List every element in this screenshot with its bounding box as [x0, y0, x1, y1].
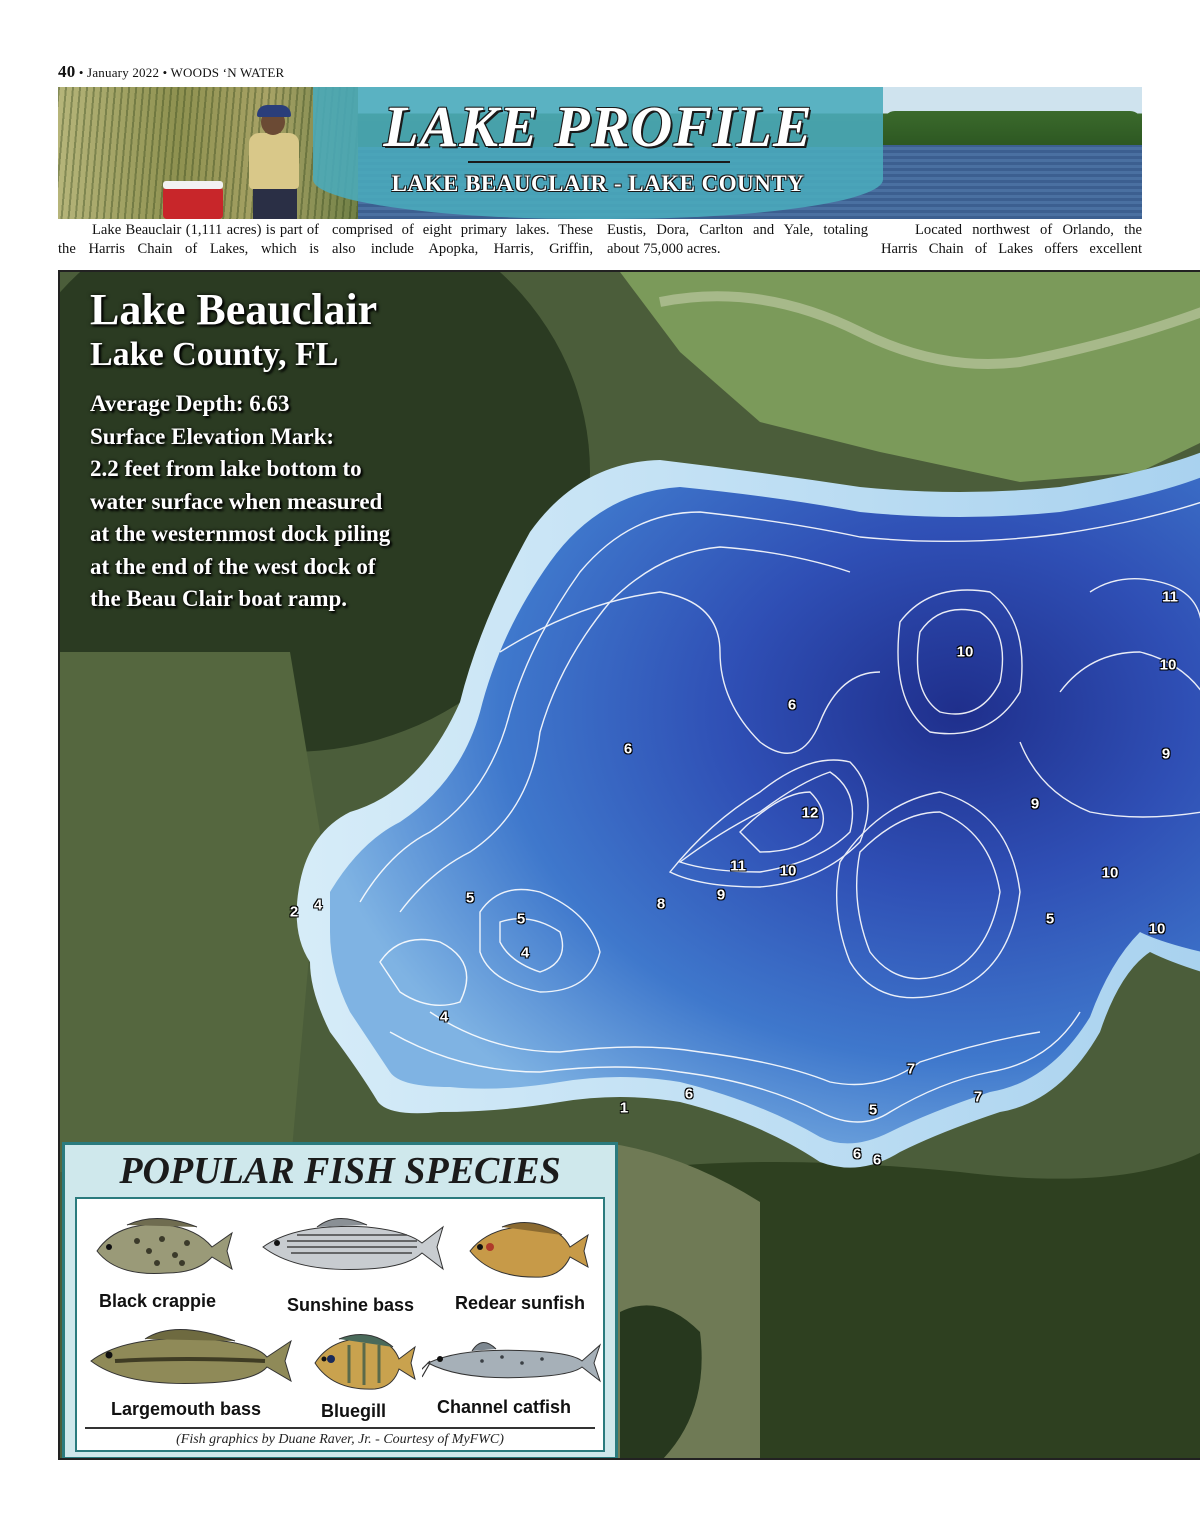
depth-label: 6 [684, 1085, 694, 1103]
info-line: the Beau Clair boat ramp. [90, 586, 348, 611]
issue-line: • January 2022 • WOODS ‘N WATER [78, 65, 285, 80]
map-title: Lake Beauclair [90, 285, 378, 334]
fish-box-divider [85, 1427, 595, 1429]
depth-label: 5 [516, 910, 526, 928]
info-line: Surface Elevation Mark: [90, 423, 335, 449]
fish-graphics-credit: (Fish graphics by Duane Raver, Jr. - Courtesy of MyFWC) [176, 1432, 504, 1447]
sunshine-bass-icon [257, 1207, 447, 1287]
fish-label: Largemouth bass [111, 1399, 262, 1419]
info-line: 2.2 feet from lake bottom to [90, 456, 362, 481]
channel-catfish-icon [422, 1327, 602, 1397]
redear-sunfish-icon [462, 1217, 592, 1283]
depth-label: 10 [779, 862, 797, 880]
depth-label: 10 [1101, 864, 1119, 882]
fish-label: Black crappie [99, 1291, 217, 1311]
depth-label: 5 [868, 1101, 878, 1119]
banner-treeline-right [883, 111, 1142, 145]
info-line: at the westernmost dock piling [90, 521, 391, 546]
article-text: Located northwest of Orlando, the Harris Chain of Lakes offers excellent [881, 222, 1142, 257]
angler-image [243, 109, 303, 219]
article-text: comprised of eight primary lakes. These also include Apopka, Harris, Griffin, [332, 222, 593, 257]
map-info [90, 388, 490, 616]
largemouth-bass-icon [85, 1319, 295, 1399]
depth-label: 5 [465, 889, 475, 907]
depth-label: 10 [1148, 920, 1166, 938]
depth-label: 12 [801, 804, 819, 822]
article-column-3 [607, 221, 868, 259]
article-column-4 [881, 221, 1142, 259]
depth-label: 8 [656, 895, 666, 913]
depth-label: 6 [852, 1145, 862, 1163]
info-line: at the end of the west dock of [90, 553, 376, 579]
fish-box-title: POPULAR FISH SPECIES [119, 1150, 561, 1192]
depth-label: 9 [1161, 745, 1171, 763]
depth-label: 6 [787, 696, 797, 714]
article-text: Lake Beauclair (1,111 acres) is part of the Harris Chain of Lakes, which is [58, 222, 319, 257]
depth-label: 6 [623, 740, 633, 758]
info-line: water surface when measured [90, 488, 383, 514]
depth-label: 6 [872, 1151, 882, 1169]
bathymetric-map [58, 270, 1200, 1460]
depth-label: 11 [1162, 588, 1178, 606]
depth-label: 7 [906, 1060, 916, 1078]
fish-label: Sunshine bass [287, 1295, 415, 1315]
article-text: Eustis, Dora, Carlton and Yale, totaling about 75,000 acres. [607, 222, 868, 257]
depth-label: 10 [1159, 656, 1177, 674]
depth-label: 4 [439, 1008, 449, 1026]
depth-label: 5 [1045, 910, 1055, 928]
bluegill-icon [309, 1329, 419, 1395]
cooler-image [163, 187, 223, 219]
depth-label: 7 [973, 1088, 983, 1106]
fish-grid [75, 1197, 605, 1452]
depth-label: 4 [520, 944, 530, 962]
info-line: Average Depth: 6.63 [90, 391, 290, 416]
depth-label: 2 [289, 903, 299, 921]
depth-label: 4 [313, 896, 323, 914]
black-crappie-icon [87, 1211, 237, 1283]
page-folio [58, 62, 284, 82]
article-column-2 [332, 221, 593, 259]
page-number: 40 [58, 62, 76, 81]
depth-label: 11 [730, 857, 746, 875]
banner-title: LAKE PROFILE [383, 94, 813, 159]
depth-label: 9 [1030, 795, 1040, 813]
fish-label: Redear sunfish [455, 1293, 586, 1313]
lake-profile-banner [58, 87, 1142, 219]
fish-label: Bluegill [321, 1401, 387, 1421]
banner-rule [468, 161, 730, 163]
fish-species-box [62, 1142, 618, 1460]
fish-label: Channel catfish [437, 1397, 572, 1417]
banner-subtitle: LAKE BEAUCLAIR - LAKE COUNTY [391, 171, 805, 196]
depth-label: 1 [619, 1099, 629, 1117]
article-column-1 [58, 221, 319, 259]
depth-label: 10 [956, 643, 974, 661]
map-subtitle: Lake County, FL [90, 336, 339, 373]
depth-label: 9 [716, 886, 726, 904]
